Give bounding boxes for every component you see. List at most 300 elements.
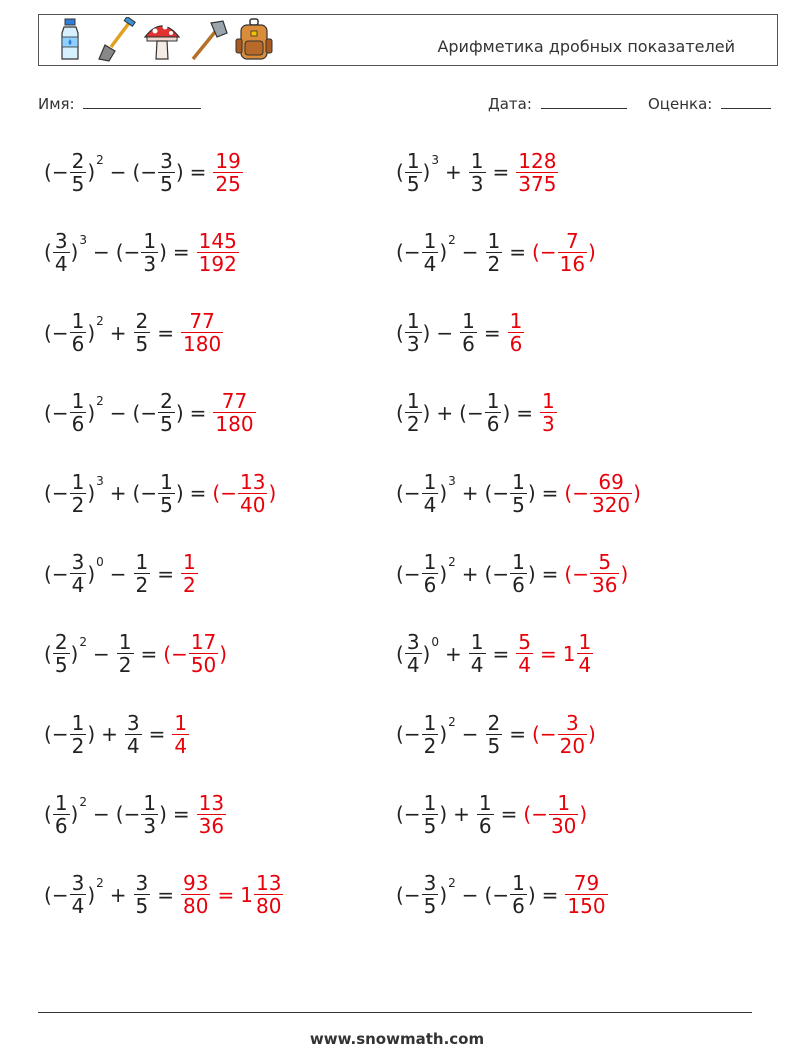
name-label: Имя: [38,95,75,113]
operator: − [109,400,127,425]
exponent: 3 [448,474,456,489]
numerator: 1 [557,790,571,815]
denominator: 5 [135,332,149,357]
problem-item [44,461,276,525]
denominator: 20 [559,733,586,758]
math-symbol: ( [484,481,493,506]
math-symbol: ) [439,722,448,747]
denominator: 5 [423,813,437,838]
exponent: 2 [448,875,456,890]
footer-url[interactable]: www.snowmath.com [309,1030,485,1048]
numerator: 1 [512,469,525,494]
fraction [53,230,70,275]
numerator: 1 [578,630,592,655]
math-symbol: ( [44,561,52,586]
math-symbol: ) [70,641,79,666]
numerator: 3 [54,228,68,253]
denominator: 50 [190,653,217,678]
numerator: 3 [423,871,437,896]
math-symbol: − [51,561,69,586]
answer-fraction [238,471,267,516]
answer-fraction [590,471,632,516]
denominator: 6 [478,813,492,838]
numerator: 19 [215,148,241,173]
denominator: 36 [198,813,225,838]
numerator: 2 [160,389,173,414]
fraction [405,310,422,355]
denominator: 2 [118,653,132,678]
answer-fraction [189,631,218,676]
numerator: 1 [143,790,157,815]
fraction [469,631,486,676]
math-symbol: ( [44,320,52,345]
denominator: 5 [512,492,525,517]
math-symbol: − [51,722,69,747]
answer-fraction [172,712,189,757]
denominator: 2 [183,573,196,597]
denominator: 2 [71,733,85,758]
denominator: 4 [54,251,68,276]
numerator: 77 [189,309,215,334]
denominator: 5 [160,171,173,196]
grade-blank[interactable] [721,94,771,109]
answer-text: 1 [562,641,576,666]
denominator: 80 [183,894,209,919]
answer-fraction [516,150,558,195]
fraction [460,310,477,355]
math-symbol: ) [87,722,96,747]
math-symbol: ( [396,481,404,506]
answer-text: ) [620,561,629,586]
denominator: 2 [135,573,149,597]
denominator: 180 [183,332,222,357]
answer-text: (− [532,240,557,265]
numerator: 13 [255,871,282,896]
problem-item [44,542,199,606]
problem-item [44,863,284,927]
numerator: 145 [198,228,237,253]
exponent: 0 [431,634,439,649]
operator: + [109,481,127,506]
answer-fraction [197,230,239,275]
fraction [422,712,439,757]
answer-text: ) [588,240,596,265]
exponent: 2 [79,634,87,649]
operator: + [461,481,479,506]
answer-fraction [549,792,578,837]
answer-text: (− [163,641,188,666]
numerator: 1 [486,389,500,414]
denominator: 6 [462,332,475,357]
answer-text: 1 [240,882,253,907]
numerator: 3 [126,710,140,735]
numerator: 1 [542,389,555,414]
fraction [422,230,439,275]
operator: = [140,641,158,666]
math-symbol: ) [422,160,431,184]
operator: − [109,160,127,184]
denominator: 4 [470,653,484,678]
operator: + [109,882,127,907]
fraction [485,390,502,435]
answer-text: (− [523,802,548,827]
answer-fraction [540,390,557,435]
exponent: 2 [448,715,456,730]
denominator: 375 [518,171,557,196]
operator: = [189,481,207,506]
fraction [125,712,142,757]
fraction [510,872,527,917]
numerator: 3 [71,550,85,574]
denominator: 3 [406,332,420,357]
denominator: 5 [406,171,420,196]
denominator: 4 [518,653,531,678]
numerator: 3 [406,630,420,655]
answer-fraction [508,310,525,355]
denominator: 40 [239,492,266,517]
math-symbol: − [403,882,421,907]
numerator: 1 [160,469,173,494]
date-label: Дата: [488,95,532,113]
math-symbol: ) [175,481,184,506]
numerator: 1 [512,871,525,896]
math-symbol: ( [44,882,52,907]
operator: = [157,561,175,586]
operator: − [436,320,454,345]
operator: + [109,320,127,345]
exponent: 2 [96,153,104,167]
numerator: 1 [423,790,437,815]
problem-item [44,782,227,846]
math-symbol: ) [87,561,96,586]
math-symbol: ) [175,400,184,425]
operator: = [157,882,175,907]
math-symbol: ) [439,240,448,265]
math-symbol: − [123,802,141,827]
numerator: 93 [183,871,209,896]
math-symbol: ( [44,641,52,666]
problem-item [396,863,609,927]
problem-item [44,622,227,686]
math-symbol: ) [422,641,431,666]
math-symbol: ( [44,400,52,425]
answer-text: (− [532,722,557,747]
numerator: 1 [135,550,149,574]
operator: = [492,641,510,666]
answer-fraction [213,390,255,435]
numerator: 1 [487,228,501,253]
numerator: 13 [198,790,225,815]
numerator: 1 [54,790,68,815]
numerator: 1 [470,630,484,655]
denominator: 3 [143,813,157,838]
name-field[interactable] [38,94,201,113]
exponent: 2 [96,313,104,328]
numerator: 1 [71,469,85,494]
math-symbol: ( [396,802,404,827]
fraction [405,390,422,435]
denominator: 6 [512,573,525,597]
fraction [422,471,439,516]
math-symbol: ) [502,400,511,425]
math-symbol: − [51,160,69,184]
exponent: 0 [96,554,104,569]
answer-fraction [516,631,533,676]
denominator: 30 [550,813,577,838]
numerator: 5 [518,630,531,655]
fraction [158,150,175,195]
denominator: 6 [71,412,85,437]
problem-item [396,622,594,686]
math-symbol: ) [175,160,184,184]
numerator: 1 [423,710,437,735]
denominator: 36 [591,573,618,597]
answer-text: (− [564,481,589,506]
math-symbol: ) [422,320,431,345]
numerator: 1 [71,389,85,414]
operator: = [217,882,235,907]
math-symbol: − [51,400,69,425]
math-symbol: ) [527,882,536,907]
denominator: 6 [423,573,437,597]
answer-text: ) [268,481,277,506]
operator: − [93,240,110,265]
fraction [70,471,87,516]
fraction [405,150,422,195]
problem-item [44,301,224,365]
backpack-icon [233,17,275,63]
exponent: 3 [96,474,104,489]
fraction [70,872,87,917]
math-symbol: ) [87,400,96,425]
math-symbol: − [51,481,69,506]
answer-text: ) [588,722,596,747]
denominator: 4 [71,894,85,919]
answer-fraction [181,872,210,917]
problem-item [396,301,525,365]
fraction [70,551,87,596]
problem-item [396,461,641,525]
operator: − [93,641,110,666]
operator: + [445,160,462,184]
problem-item [396,782,587,846]
answer-text: (− [212,481,237,506]
answer-fraction [181,551,198,596]
denominator: 180 [215,412,254,437]
operator: + [101,722,118,747]
fraction [422,872,439,917]
denominator: 5 [54,653,68,678]
denominator: 6 [71,332,85,357]
denominator: 3 [542,412,555,437]
numerator: 7 [565,228,579,253]
math-symbol: − [403,561,421,586]
operator: = [172,802,190,827]
denominator: 3 [143,251,157,276]
numerator: 1 [71,309,85,334]
problem-item [44,220,240,284]
math-symbol: ) [87,481,96,506]
exponent: 3 [431,153,439,167]
operator: − [109,561,127,586]
denominator: 2 [423,733,437,758]
shovel-icon [95,17,137,63]
math-symbol: ( [396,400,404,425]
numerator: 3 [160,148,173,173]
math-symbol: − [492,882,510,907]
denominator: 2 [487,251,501,276]
grade-field[interactable] [648,94,771,113]
problem-item [44,702,190,766]
math-symbol: ) [439,802,448,827]
math-symbol: ( [484,882,493,907]
answer-text: ) [633,481,641,506]
fraction [141,230,158,275]
mushroom-icon [141,17,183,63]
fraction [477,792,494,837]
denominator: 4 [423,251,437,276]
date-blank[interactable] [541,94,627,109]
math-symbol: ) [87,882,96,907]
fraction [422,792,439,837]
operator: = [540,641,557,666]
answer-text: ) [219,641,228,666]
denominator: 3 [470,171,484,196]
math-symbol: ( [132,400,141,425]
denominator: 4 [423,492,437,517]
fraction [134,872,151,917]
denominator: 6 [509,332,523,357]
numerator: 1 [423,550,437,574]
denominator: 5 [160,412,173,437]
math-symbol: − [123,240,141,265]
math-symbol: ( [115,240,124,265]
fraction [469,150,486,195]
operator: = [500,802,518,827]
denominator: 4 [71,573,85,597]
math-symbol: ( [396,561,404,586]
math-symbol: ) [159,802,167,827]
fraction [158,471,175,516]
denominator: 4 [126,733,140,758]
math-symbol: ( [44,481,52,506]
problem-item [396,140,559,204]
math-symbol: − [140,160,158,184]
fraction [486,230,503,275]
fraction [510,551,527,596]
fraction [70,390,87,435]
numerator: 1 [143,228,157,253]
denominator: 4 [174,733,188,758]
numerator: 1 [71,710,85,735]
numerator: 128 [518,148,557,173]
numerator: 2 [487,710,501,735]
fraction [70,712,87,757]
operator: − [461,240,479,265]
answer-fraction [577,631,594,676]
operator: = [189,400,207,425]
denominator: 5 [423,894,437,919]
numerator: 1 [118,630,132,655]
operator: + [445,641,462,666]
numerator: 1 [478,790,492,815]
math-symbol: − [403,481,421,506]
axe-icon [187,17,229,63]
denominator: 25 [215,171,241,196]
math-symbol: ) [527,561,536,586]
header-box [38,14,778,66]
numerator: 1 [406,148,420,173]
fraction [510,471,527,516]
numerator: 3 [71,871,85,896]
denominator: 4 [578,653,592,678]
math-symbol: ) [439,561,448,586]
denominator: 5 [135,894,149,919]
operator: = [483,320,501,345]
math-symbol: ( [396,160,404,184]
operator: = [157,320,175,345]
operator: − [461,722,479,747]
numerator: 1 [462,309,475,334]
water-bottle-icon [49,17,91,63]
denominator: 5 [160,492,173,517]
math-symbol: − [492,481,510,506]
math-symbol: ( [396,722,404,747]
page-title: Арифметика дробных показателей [437,37,735,56]
math-symbol: ( [396,882,404,907]
operator: = [541,561,559,586]
operator: = [172,240,190,265]
denominator: 6 [512,894,525,919]
fraction [53,792,70,837]
numerator: 1 [509,309,523,334]
denominator: 5 [487,733,501,758]
numerator: 13 [239,469,266,494]
answer-fraction [197,792,226,837]
math-symbol: ( [44,802,52,827]
numerator: 79 [573,871,600,896]
operator: = [509,722,527,747]
fraction [422,551,439,596]
math-symbol: − [403,722,421,747]
fraction [117,631,134,676]
math-symbol: ( [132,481,141,506]
denominator: 192 [198,251,237,276]
math-symbol: ( [396,240,404,265]
denominator: 150 [567,894,606,919]
operator: = [492,160,510,184]
answer-fraction [213,150,242,195]
operator: = [541,481,559,506]
numerator: 1 [423,469,437,494]
numerator: 3 [135,871,149,896]
math-symbol: ) [70,802,79,827]
name-blank[interactable] [83,94,201,109]
date-field[interactable] [488,94,627,113]
numerator: 1 [174,710,188,735]
math-symbol: ( [396,320,404,345]
operator: = [189,160,207,184]
math-symbol: ( [132,160,141,184]
problem-item [44,140,244,204]
math-symbol: ) [70,240,79,265]
math-symbol: − [51,882,69,907]
exponent: 2 [96,393,104,408]
numerator: 2 [135,309,149,334]
numerator: 1 [183,550,196,574]
operator: + [461,561,479,586]
math-symbol: ( [484,561,493,586]
